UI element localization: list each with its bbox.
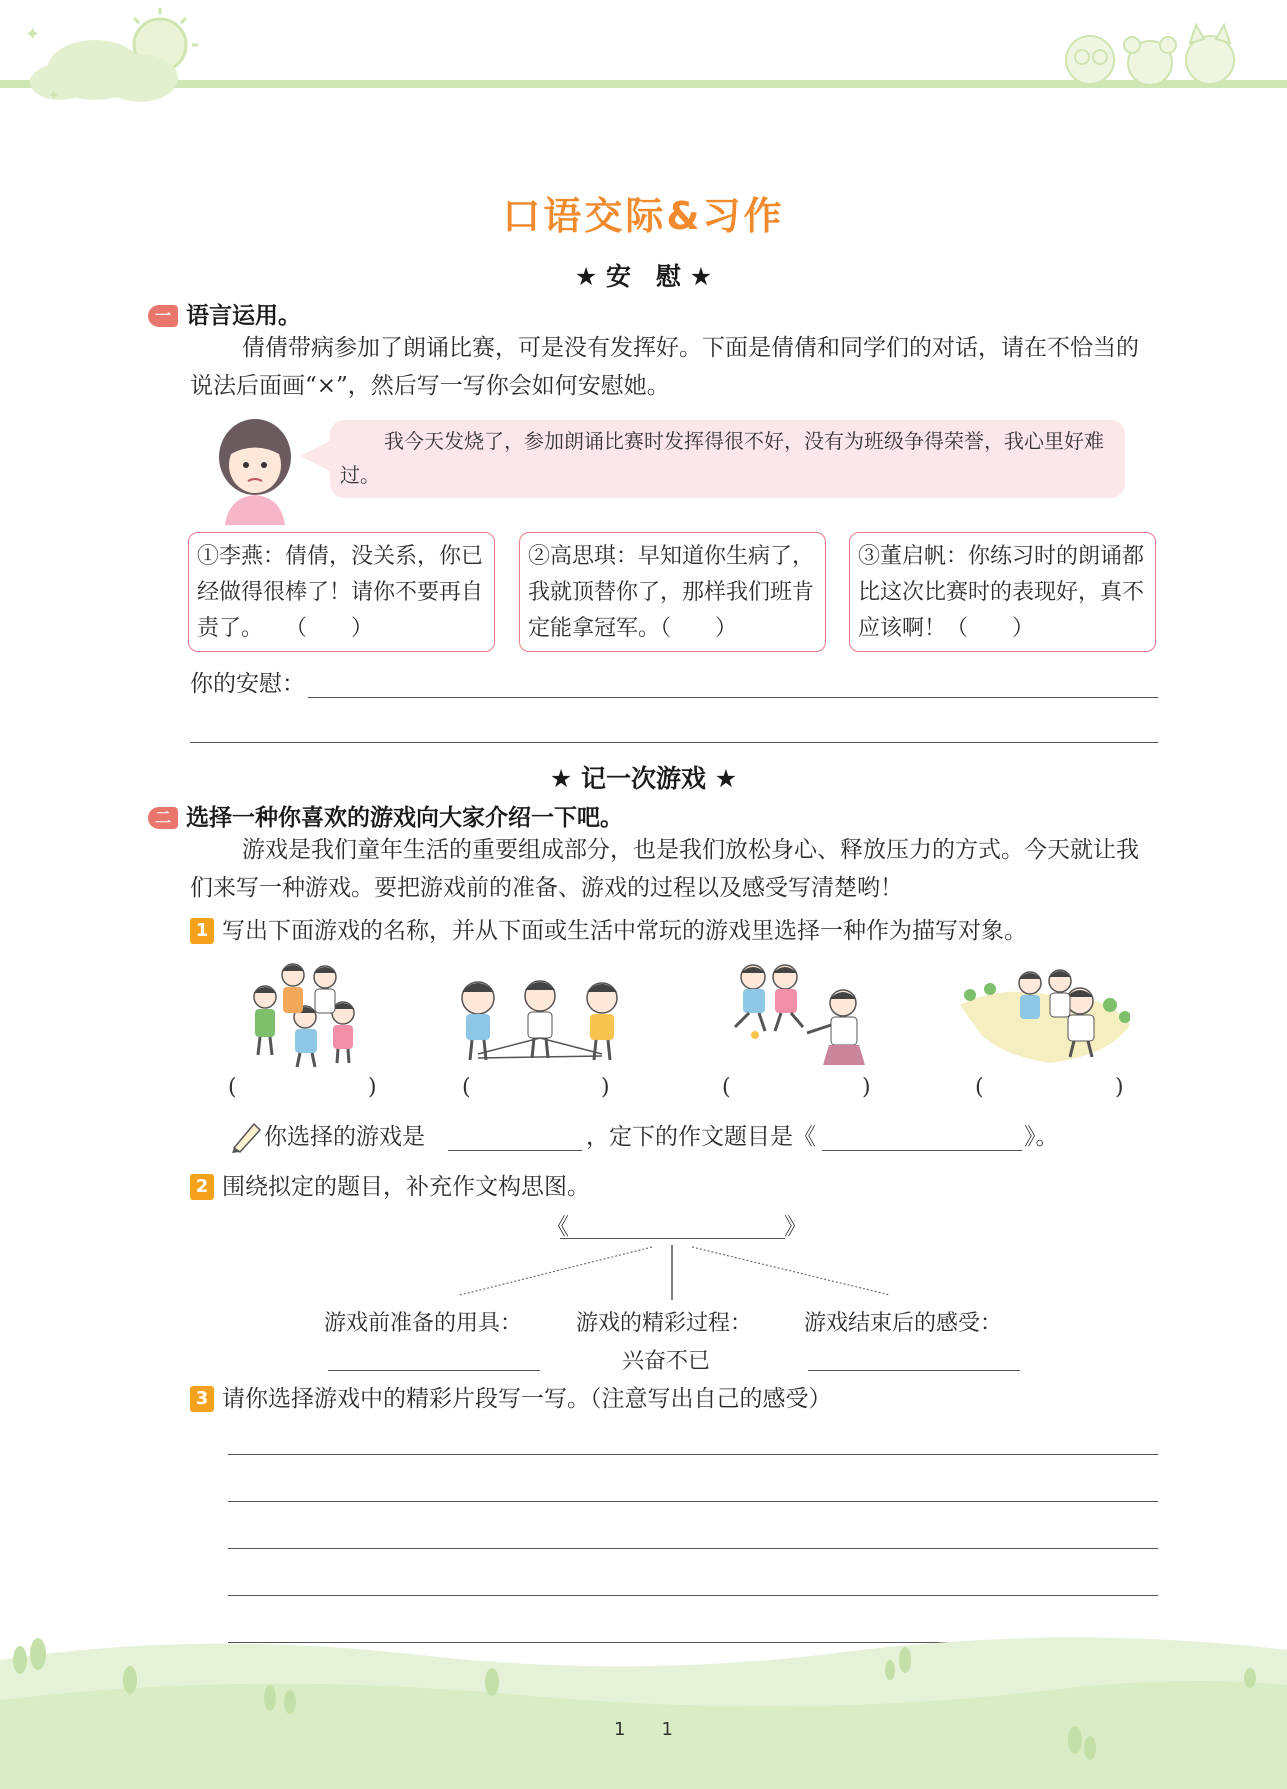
comfort-label: 你的安慰： [190,671,305,697]
game-name-2-open: ( [462,1075,471,1100]
page-title: 口语交际&习作 [502,194,785,238]
section2-badge: 二 [148,807,178,829]
hills-decoration [0,1620,1287,1789]
writing-line-3[interactable] [228,1548,1158,1549]
svg-text:✦: ✦ [25,24,41,45]
section2-task-text: 选择一种你喜欢的游戏向大家介绍一下吧。 [186,805,623,831]
game-picture-4 [960,955,1130,1065]
game-name-4-input[interactable] [989,1072,1109,1104]
comfort-answer-line-1[interactable] [308,697,1158,698]
step2 [190,1168,1158,1206]
choose-label-c: 》。 [1024,1124,1059,1150]
speech-text: 我今天发烧了，参加朗诵比赛时发挥得很不好，没有为班级争得荣誉，我心里好难过。 [340,429,1104,487]
map-label-process: 游戏的精彩过程： [576,1311,753,1336]
game-name-1-close: ) [368,1075,377,1100]
map-prep-line[interactable] [328,1370,540,1371]
game-name-3-open: ( [722,1075,731,1100]
step3-number: 3 [190,1386,214,1412]
game-name-2-input[interactable] [476,1072,596,1104]
section1-badge: 一 [148,305,178,327]
game-name-2-close: ) [601,1075,610,1100]
girl-illustration [205,415,305,525]
choice-3: ③董启帆：你练习时的朗诵都比这次比赛时的表现好，真不应该啊！（ ） [849,532,1156,652]
section1-intro: 倩倩带病参加了朗诵比赛，可是没有发挥好。下面是倩倩和同学们的对话，请在不恰当的说法后面画“×”，然后写一写你会如何安慰她。 [190,335,1139,399]
section2-heading: ★ 记一次游戏 ★ [549,764,738,793]
choice-2: ②高思琪：早知道你生病了，我就顶替你了，那样我们班肯定能拿冠军。（ ） [519,532,826,652]
map-title-line[interactable] [560,1238,785,1239]
game-name-4-close: ) [1115,1075,1124,1100]
section1-task-text: 语言运用。 [186,303,301,329]
map-label-feeling: 游戏结束后的感受： [804,1311,1003,1336]
writing-line-1[interactable] [228,1454,1158,1455]
page-number: 1 1 [614,1719,673,1740]
step3 [190,1380,1158,1418]
choose-label-a: 你选择的游戏是 [264,1124,425,1150]
map-title-open: 《 [546,1214,569,1240]
game-name-3-close: ) [862,1075,871,1100]
map-feeling-line[interactable] [808,1370,1020,1371]
game-name-1-input[interactable] [242,1072,362,1104]
pencil-icon [228,1118,262,1154]
game-picture-1 [245,955,365,1070]
step2-text: 围绕拟定的题目，补充作文构思图。 [222,1174,590,1200]
svg-text:✦: ✦ [48,88,60,104]
step3-text: 请你选择游戏中的精彩片段写一写。（注意写出自己的感受） [222,1386,832,1412]
speech-bubble-tail [300,440,332,472]
game-picture-2 [450,968,630,1068]
game-name-1-open: ( [228,1075,237,1100]
essay-title-line[interactable] [822,1150,1022,1151]
section2-intro: 游戏是我们童年生活的重要组成部分，也是我们放松身心、释放压力的方式。今天就让我们来写一种游戏。要把游戏前的准备、游戏的过程以及感受写清楚哟！ [190,837,1139,901]
map-label-prep: 游戏前准备的用具： [324,1311,523,1336]
writing-line-4[interactable] [228,1595,1158,1596]
map-process-answer: 兴奋不已 [622,1349,711,1374]
step1-text: 写出下面游戏的名称，并从下面或生活中常玩的游戏里选择一种作为描写对象。 [222,918,1027,944]
map-title-close: 》 [784,1214,807,1240]
step2-number: 2 [190,1174,214,1200]
sun-cloud-decoration [0,0,220,120]
map-connectors [420,1245,900,1305]
game-picture-3 [715,955,885,1067]
animal-decoration [1050,15,1250,90]
section2-task [148,799,623,832]
step1 [190,912,1158,950]
step1-number: 1 [190,918,214,944]
game-name-3-input[interactable] [736,1072,856,1104]
section1-heading: ★ 安 慰 ★ [574,262,713,291]
game-name-4-open: ( [975,1075,984,1100]
choice-1: ①李燕：倩倩，没关系，你已经做得很棒了！请你不要再自责了。 （ ） [188,532,495,652]
chosen-game-line[interactable] [448,1150,582,1151]
comfort-answer-line-2[interactable] [190,742,1158,743]
choose-label-b: ，定下的作文题目是《 [586,1124,816,1150]
writing-line-2[interactable] [228,1501,1158,1502]
section1-task [148,297,301,330]
